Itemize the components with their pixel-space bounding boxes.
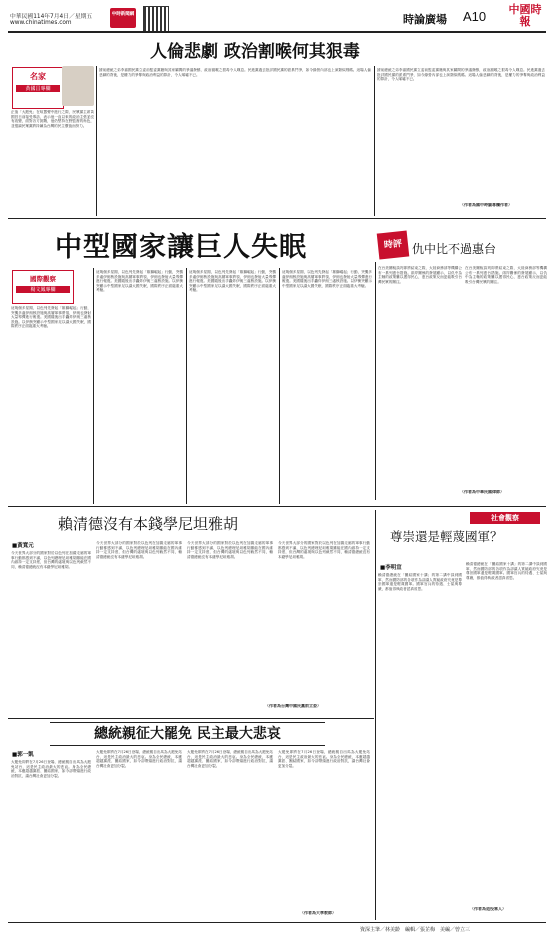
- author-photo: [62, 66, 94, 106]
- brand-badge-label: 中時新聞網: [111, 12, 135, 17]
- col-divider-1: [96, 66, 97, 216]
- military-author: ■李明宣: [380, 565, 402, 571]
- recall-body-1: 大罷免即將在7月26日登場，總統親自出馬為大罷免站台，這是民主政治最大的悲哀。身為全民總統，本應超越黨派、團結國家，如今卻帶頭進行政治對抗，讓台灣社會更加分裂。: [11, 760, 91, 778]
- military-body-2: 賴清德總統在「團結國家十講」的第二講中談到國軍，然而國防部的各項作為卻讓人質疑政府究竟是尊崇國軍還是輕蔑國軍。國軍官兵的待遇、士氣與尊嚴，都值得執政者認真省思。: [466, 562, 547, 580]
- giant-body-2: 這幾個多星期，以色列先發起「雄獅崛起」行動，突襲多處伊朗核設施與高層軍事將領，伊朗也發射大量導彈進行報復。美國隨後出手轟炸伊朗三處核設施。以伊衝突顯示中型國家足以讓大國失眠，國際秩序正面臨重大考驗。: [96, 270, 183, 293]
- site-url[interactable]: www.chinatimes.com: [10, 20, 72, 26]
- col-divider-6: [375, 262, 376, 500]
- col-divider-7: [375, 510, 376, 920]
- military-note: （作者為退役軍人）: [470, 907, 506, 911]
- netanyahu-body-2: 今天世界大部分的國家對於以色列在加薩走廊的軍事行動都感到不滿，以色列總理尼坦雅胡雖能在國內維持一定支持度，但台灣的處境與以色列截然不同，賴清德總統沒有本錢學尼坦雅胡。: [96, 541, 182, 559]
- recall-body-4: 大罷免即將在7月26日登場，總統親自出馬為大罷免站台，這是民主政治最大的悲哀。身為全民總統，本應超越黨派、團結國家，如今卻帶頭進行政治對抗，讓台灣社會更加分裂。: [278, 750, 370, 768]
- military-body-1: 賴清德總統在「團結國家十講」的第二講中談到國軍，然而國防部的各項作為卻讓人質疑政府究竟是尊崇國軍還是輕蔑國軍。國軍官兵的待遇、士氣與尊嚴，都值得執政者認真省思。: [378, 573, 462, 591]
- header-rule: [8, 31, 546, 33]
- ethics-body-right: 據前總統之弟李嘉國民黨立委前監委黨籍與其家屬間的爭議發酵，政治割喉之狠毒令人嘆息。民進黨過去批評國民黨的派系鬥爭，如今綠營內部也上演類似戲碼。這場人倫悲劇的背後，是權力的爭奪與政治利益的算計，令人唏噓不已。: [377, 68, 545, 82]
- netanyahu-body-4: 今天世界大部分的國家對於以色列在加薩走廊的軍事行動都感到不滿，以色列總理尼坦雅胡雖能在國內維持一定支持度，但台灣的處境與以色列截然不同，賴清德總統沒有本錢學尼坦雅胡。: [278, 541, 370, 559]
- col-divider-5: [279, 268, 280, 504]
- ethics-note: （作者為國中時論專欄作者）: [460, 203, 512, 207]
- headline-military: 尊崇還是輕蔑國軍？: [390, 529, 503, 544]
- social-tag: [470, 512, 540, 524]
- col-divider-2: [374, 66, 375, 216]
- giant-body-3: 這幾個多星期，以色列先發起「雄獅崛起」行動，突襲多處伊朗核設施與高層軍事將領，伊朗也發射大量導彈進行報復。美國隨後出手轟炸伊朗三處核設施。以伊衝突顯示中型國家足以讓大國失眠，國際秩序正面臨重大考驗。: [189, 270, 276, 293]
- commentary-tag-label: 時評: [383, 239, 403, 251]
- netanyahu-note: （作者為台灣中國民黨前立委）: [265, 704, 321, 708]
- headline-netanyahu: 賴清德沒有本錢學尼坦雅胡: [58, 515, 239, 533]
- intl-tag: 國際觀察: [30, 275, 56, 283]
- issue-date: 中華民國114年7月4日／星期五: [10, 14, 93, 20]
- benefit-body-1: 在台美關稅談判即將結束之際，大陸商務部等機構公布一系列惠台措施。兩岸關係的發展顯示，以仇中為主軸的政策難以獲得民心，惠台政策反而更能吸引台灣民眾的關注。: [378, 266, 462, 284]
- column-body: 正值「大罷免」在喧囂聲中進行之際，民眾黨主席黃國昌日前接受專訪，表示他一直以來的政治主張並沒有改變，面對各方挑戰，他仍堅持在野監督的角色，並強調民眾黨將持續為台灣的民主價值而努力。: [11, 110, 94, 128]
- recall-note: （作者為大學教師）: [300, 911, 336, 915]
- giant-body-4: 這幾個多星期，以色列先發起「雄獅崛起」行動，突襲多處伊朗核設施與高層軍事將領，伊朗也發射大量導彈進行報復。美國隨後出手轟炸伊朗三處核設施。以伊衝突顯示中型國家足以讓大國失眠，國際秩序正面臨重大考驗。: [282, 270, 372, 288]
- column-tag: 名家: [30, 72, 46, 81]
- section-rule-2: [8, 506, 546, 507]
- netanyahu-body-3: 今天世界大部分的國家對於以色列在加薩走廊的軍事行動都感到不滿，以色列總理尼坦雅胡雖能在國內維持一定支持度，但台灣的處境與以色列截然不同，賴清德總統沒有本錢學尼坦雅胡。: [187, 541, 273, 559]
- benefit-body-2: 在台美關稅談判即將結束之際，大陸商務部等機構公布一系列惠台措施。兩岸關係的發展顯示，以仇中為主軸的政策難以獲得民心，惠台政策反而更能吸引台灣民眾的關注。: [465, 266, 547, 284]
- newspaper-logo: 中國時報: [508, 3, 542, 28]
- column-tag-box: [12, 67, 64, 109]
- section-rule-1: [8, 218, 546, 219]
- headline-benefit: 仇中比不過惠台: [412, 242, 497, 256]
- section-rule-3: [8, 718, 374, 719]
- footer-credits: 資深主筆／林美齡 編輯／張芷梅 美編／曾立三: [360, 927, 471, 933]
- column-author: 黃國昌專欄: [16, 85, 60, 92]
- footer-rule: [8, 922, 546, 923]
- headline-recall: 總統親征大罷免 民主最大悲哀: [94, 726, 281, 742]
- col-divider-3: [93, 268, 94, 504]
- headline-giant: 中型國家讓巨人失眠: [55, 232, 307, 263]
- headline-bottom-box: [50, 722, 325, 746]
- headline-ethics: 人倫悲劇 政治割喉何其狠毒: [150, 42, 360, 62]
- benefit-note: （作者為中華民國律師）: [460, 490, 504, 494]
- recall-body-2: 大罷免即將在7月26日登場，總統親自出馬為大罷免站台，這是民主政治最大的悲哀。身為全民總統，本應超越黨派、團結國家，如今卻帶頭進行政治對抗，讓台灣社會更加分裂。: [96, 750, 182, 768]
- section-title: 時論廣場: [403, 13, 447, 26]
- netanyahu-body-1: 今天世界大部分的國家對於以色列在加薩走廊的軍事行動都感到不滿，以色列總理尼坦雅胡雖能在國內維持一定支持度，但台灣的處境與以色列截然不同，賴清德總統沒有本錢學尼坦雅胡。: [11, 551, 91, 569]
- ethics-body: 據前總統之弟李嘉國民黨立委前監委黨籍與其家屬間的爭議發酵，政治割喉之狠毒令人嘆息。民進黨過去批評國民黨的派系鬥爭，如今綠營內部也上演類似戲碼。這場人倫悲劇的背後，是權力的爭奪與政治利益的算計，令人唏噓不已。: [99, 68, 371, 77]
- recall-author: ■郭一凱: [12, 752, 34, 758]
- giant-body-1: 這幾個多星期，以色列先發起「雄獅崛起」行動，突襲多處伊朗核設施與高層軍事將領，伊朗也發射大量導彈進行報復。美國隨後出手轟炸伊朗三處核設施。以伊衝突顯示中型國家足以讓大國失眠，國際秩序正面臨重大考驗。: [11, 306, 91, 329]
- commentary-tag: [377, 231, 410, 260]
- col-divider-4: [186, 268, 187, 504]
- netanyahu-author: ■黃寬元: [12, 543, 34, 549]
- recall-body-3: 大罷免即將在7月26日登場，總統親自出馬為大罷免站台，這是民主政治最大的悲哀。身為全民總統，本應超越黨派、團結國家，如今卻帶頭進行政治對抗，讓台灣社會更加分裂。: [187, 750, 273, 768]
- page-number: A10: [463, 9, 487, 24]
- qr-code-icon: [143, 6, 169, 32]
- intl-tag-box: [12, 270, 74, 304]
- intl-author: 楊文鳳專欄: [16, 286, 70, 293]
- brand-badge: [110, 8, 136, 28]
- social-tag-label: 社會觀察: [491, 514, 519, 522]
